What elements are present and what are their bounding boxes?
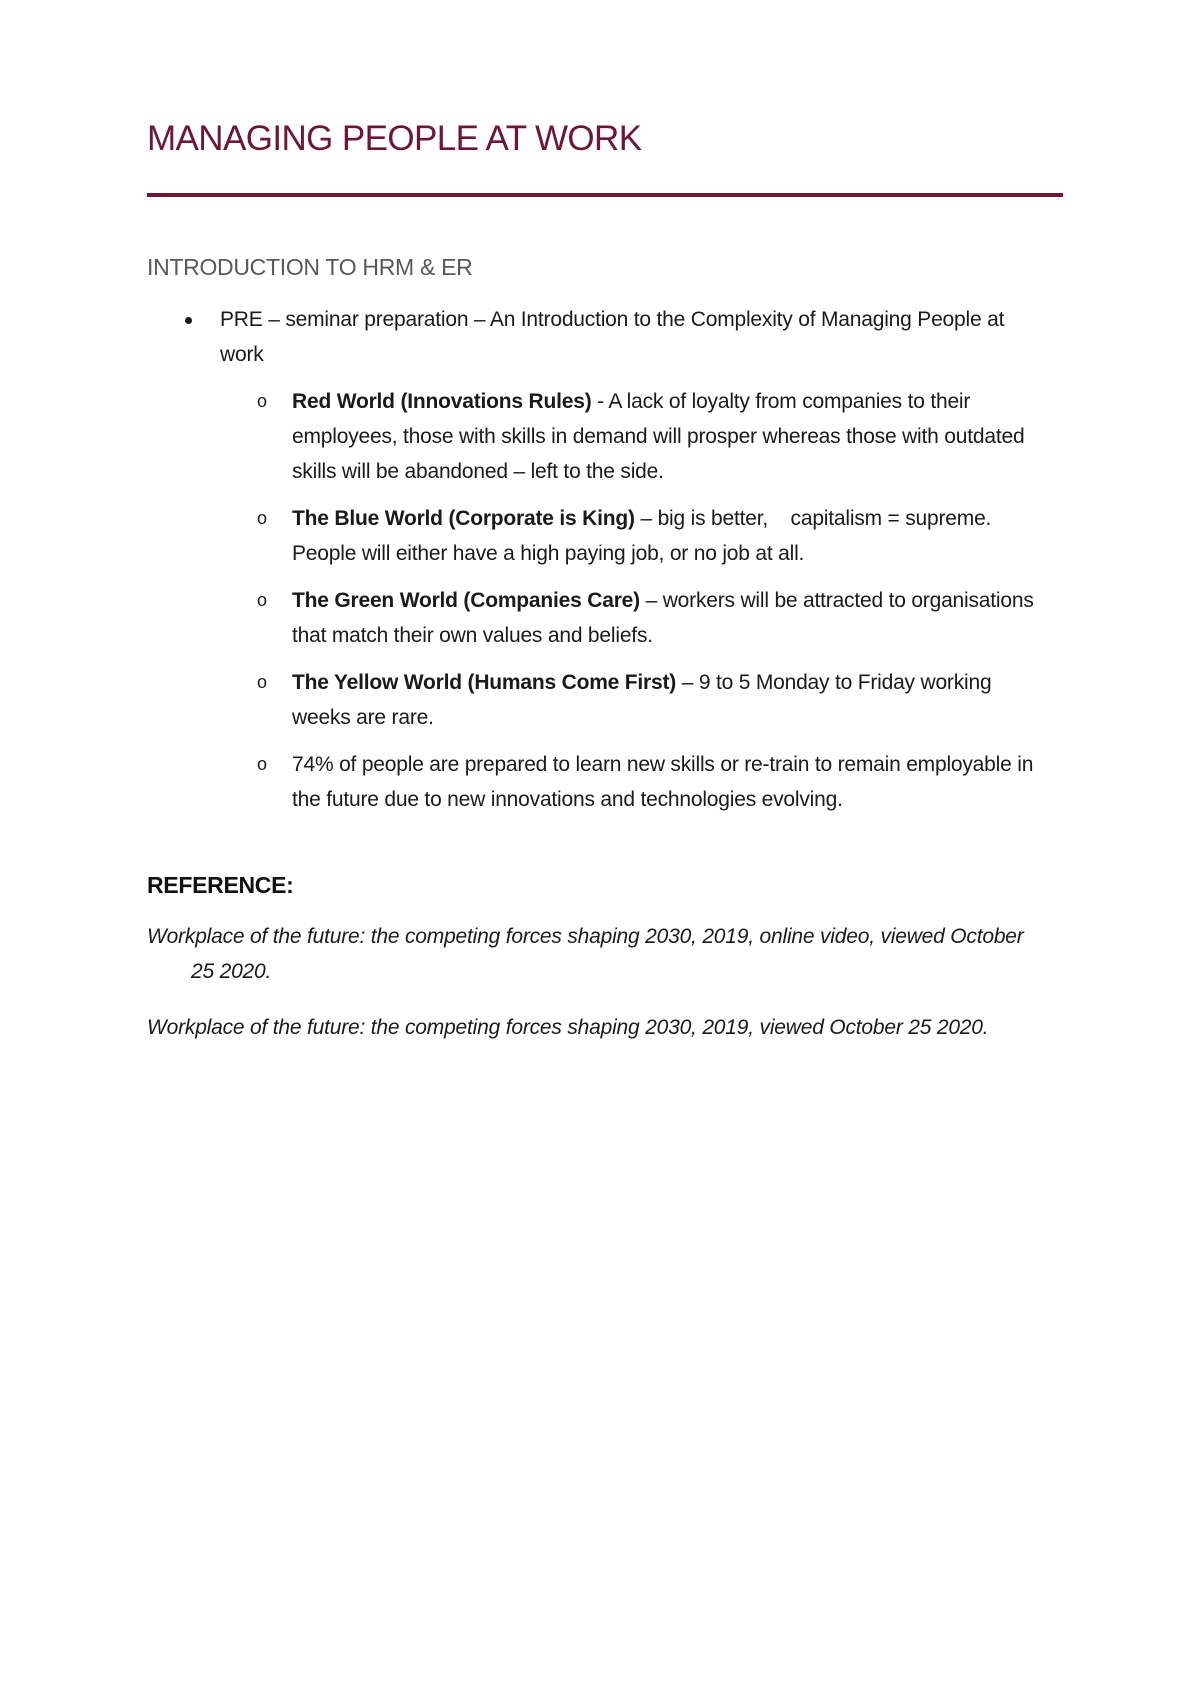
reference-entry: Workplace of the future: the competing forces shaping 2030, 2019, online video, viewed October 25 2020. xyxy=(147,925,1024,983)
sub-item-title: Red World (Innovations Rules) xyxy=(292,390,592,413)
section-heading: INTRODUCTION TO HRM & ER xyxy=(147,254,473,280)
sub-item-title: The Yellow World (Humans Come First) xyxy=(292,671,677,694)
reference-list xyxy=(147,919,1047,1057)
sub-item-green-world xyxy=(220,583,1047,653)
sub-item-blue-world xyxy=(220,501,1047,571)
bullet-list xyxy=(147,302,1047,829)
hollow-circle-icon: o xyxy=(257,508,267,528)
sub-item-title: The Green World (Companies Care) xyxy=(292,589,640,612)
reference-heading: REFERENCE: xyxy=(147,872,294,898)
hollow-circle-icon: o xyxy=(257,391,267,411)
bullet-dot-icon xyxy=(185,317,192,324)
sub-item-yellow-world xyxy=(220,665,1047,735)
bullet-text: PRE – seminar preparation – An Introduction to the Complexity of Managing People at work xyxy=(220,308,1005,366)
hollow-circle-icon: o xyxy=(257,672,267,692)
sub-item-text: 74% of people are prepared to learn new skills or re-train to remain employable in the future due to new innovations and technologies evolving. xyxy=(292,753,1034,811)
document-title: MANAGING PEOPLE AT WORK xyxy=(147,119,642,158)
sub-item-text: – workers will be attracted to organisations that match their own values and beliefs. xyxy=(292,589,1034,647)
reference-entry: Workplace of the future: the competing forces shaping 2030, 2019, viewed October 25 2020. xyxy=(147,1016,989,1039)
bullet-item xyxy=(147,302,1047,817)
title-underline xyxy=(147,193,1063,197)
sub-item-statistic xyxy=(220,747,1047,817)
hollow-circle-icon: o xyxy=(257,754,267,774)
sub-item-text: – 9 to 5 Monday to Friday working weeks are rare. xyxy=(292,671,992,729)
sub-item-text: – big is better, capitalism = supreme. People will either have a high paying job, or no job at all. xyxy=(292,507,997,565)
hollow-circle-icon: o xyxy=(257,590,267,610)
sub-item-red-world xyxy=(220,384,1047,489)
sub-item-text: - A lack of loyalty from companies to their employees, those with skills in demand will prosper whereas those with outdated skills will be abandoned – left to the side. xyxy=(292,390,1025,483)
sub-item-title: The Blue World (Corporate is King) xyxy=(292,507,635,530)
sub-bullet-list xyxy=(220,384,1047,817)
